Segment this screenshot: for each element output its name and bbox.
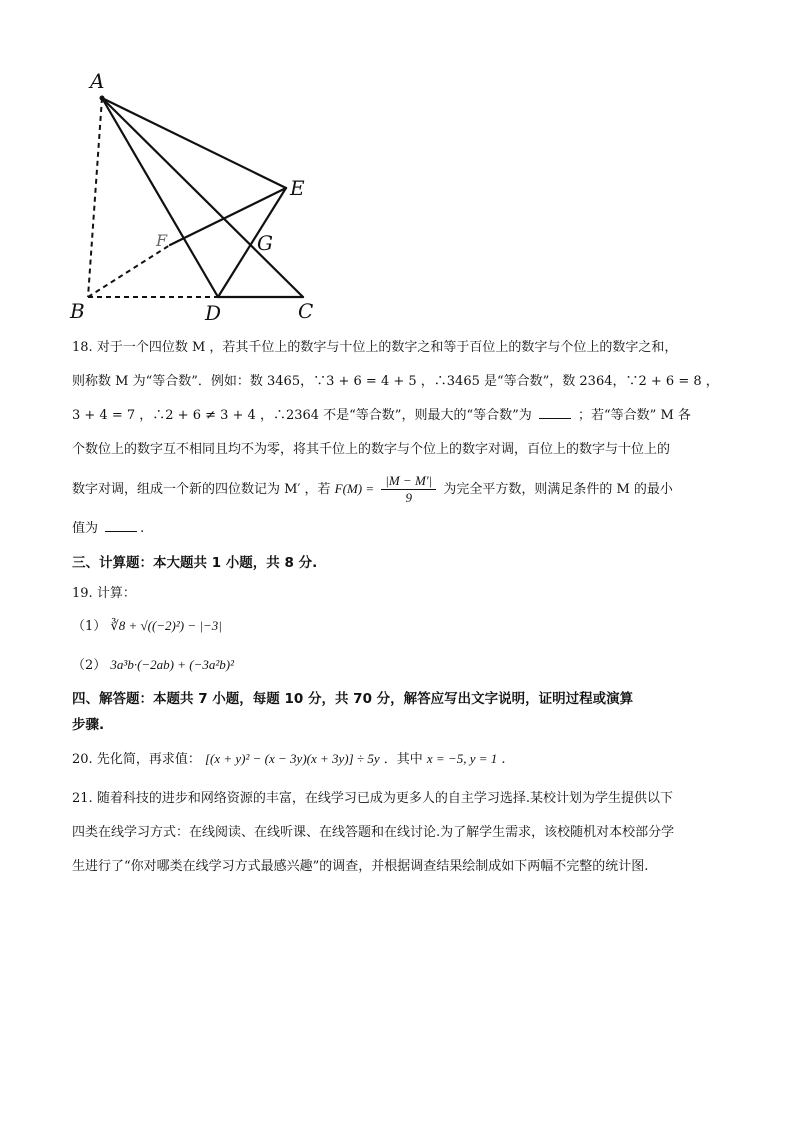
q18-line4: 个数位上的数字互不相同且均不为零，将其千位上的数字与个位上的数字对调，百位上的数字与十位上的 (72, 442, 671, 457)
point-label-d: D (205, 301, 222, 325)
q18-line6: 值为 (72, 521, 99, 536)
question-20 (72, 742, 727, 777)
q19-intro: 计算： (96, 586, 136, 601)
q20-values: x = −5, y = 1 (426, 751, 498, 766)
point-label-c: C (298, 299, 314, 323)
point-label-e: E (290, 176, 305, 200)
q18-line3a: 3 + 4 = 7 ，∴2 + 6 ≠ 3 + 4 ，∴2364 不是“等合数”，则最大的“等合数”为 (72, 408, 532, 423)
segment-ae (102, 98, 286, 188)
question-number: 19. (72, 586, 93, 601)
q19-part2-label: （2） (72, 658, 107, 673)
segment-bf-dashed (88, 245, 170, 297)
q20-prefix: 先化简，再求值： (96, 752, 201, 767)
point-label-a: A (90, 69, 105, 93)
point-label-g: G (257, 231, 273, 255)
q21-line3: 生进行了“你对哪类在线学习方式最感兴趣”的调查，并根据调查结果绘制成如下两幅不完整的统计图. (72, 859, 649, 874)
point-label-f: F (156, 231, 168, 250)
fraction-numerator: |M − M′| (381, 473, 436, 490)
q19-part1-label: （1） (72, 619, 107, 634)
q20-mid: ．其中 (383, 752, 423, 767)
section-3 (72, 546, 727, 686)
q19-part2-expression: 3a³b·(−2ab) + (−3a²b)² (110, 657, 234, 672)
q19-part1-expression: ∛8 + √((−2)²) − |−3| (110, 618, 222, 633)
q20-end: . (501, 752, 506, 767)
question-number: 21. (72, 791, 93, 806)
geometry-figure (60, 60, 330, 330)
point-label-b: B (70, 299, 85, 323)
segment-ac (102, 98, 303, 297)
function-f: F(M) = (334, 481, 375, 496)
q18-line1: 对于一个四位数 M ，若其千位上的数字与十位上的数字之和等于百位上的数字与个位上的数字之和， (96, 340, 678, 355)
section-heading-line2: 步骤. (72, 717, 105, 733)
question-number: 20. (72, 752, 93, 767)
fraction-denominator: 9 (405, 490, 412, 505)
q18-line3b: ；若“等合数” M 各 (578, 408, 691, 423)
q20-expression: [(x + y)² − (x − 3y)(x + 3y)] ÷ 5y (204, 751, 380, 766)
q21-line2: 四类在线学习方式：在线阅读、在线听课、在线答题和在线讨论.为了解学生需求，该校随机对本校部分学 (72, 825, 675, 840)
q18-line2: 则称数 M 为“等合数”．例如：数 3465，∵3 + 6 = 4 + 5 ，∴3465 是“等合数”，数 2364，∵2 + 6 = 8 ， (72, 374, 719, 389)
q21-line1: 随着科技的进步和网络资源的丰富，在线学习已成为更多人的自主学习选择.某校计划为学生提供以下 (96, 791, 673, 806)
segment-ab-dashed (88, 98, 102, 297)
answer-blank-2 (105, 519, 137, 532)
question-number: 18. (72, 340, 93, 355)
section-4 (72, 686, 727, 738)
q18-line5a: 数字对调，组成一个新的四位数记为 M′ ，若 (72, 482, 331, 497)
fraction (381, 473, 436, 506)
section-heading-line1: 四、解答题：本题共 7 小题，每题 10 分，共 70 分，解答应写出文字说明，证明过程或演算 (72, 691, 634, 707)
question-21 (72, 782, 727, 884)
section-heading: 三、计算题：本大题共 1 小题，共 8 分. (72, 555, 318, 571)
answer-blank-1 (539, 406, 571, 419)
segment-ad (102, 98, 218, 297)
question-18: 18. 对于一个四位数 M ，若其千位上的数字与十位上的数字之和等于百位上的数字与个位上的数字之和， 则称数 M 为“等合数”．例如：数 3465，∵3 + 6 = 4 + 5 ，∴3465 是“等合数”，数 2364，∵2 + 6 = 8 ， 3 + 4 = 7 ，∴2 + 6 ≠ 3 + 4 ，∴2364 不是“等合数”，则最大的“等合数”为 ；若“等合数” M 各 个数位上的数字互不相同且均不为零，将其千位上的数字与个位上的数字对调，百位上的数字与十位上的 数字对调，组成一个新的四位数记为 M′ ，若 F(M) = $\frac{|M - M'|}{9}$ 为完全平方数，则满足条件的 M 的最小 值为 . (72, 331, 727, 546)
q18-line5b: 为完全平方数，则满足条件的 M 的最小 (443, 482, 673, 497)
